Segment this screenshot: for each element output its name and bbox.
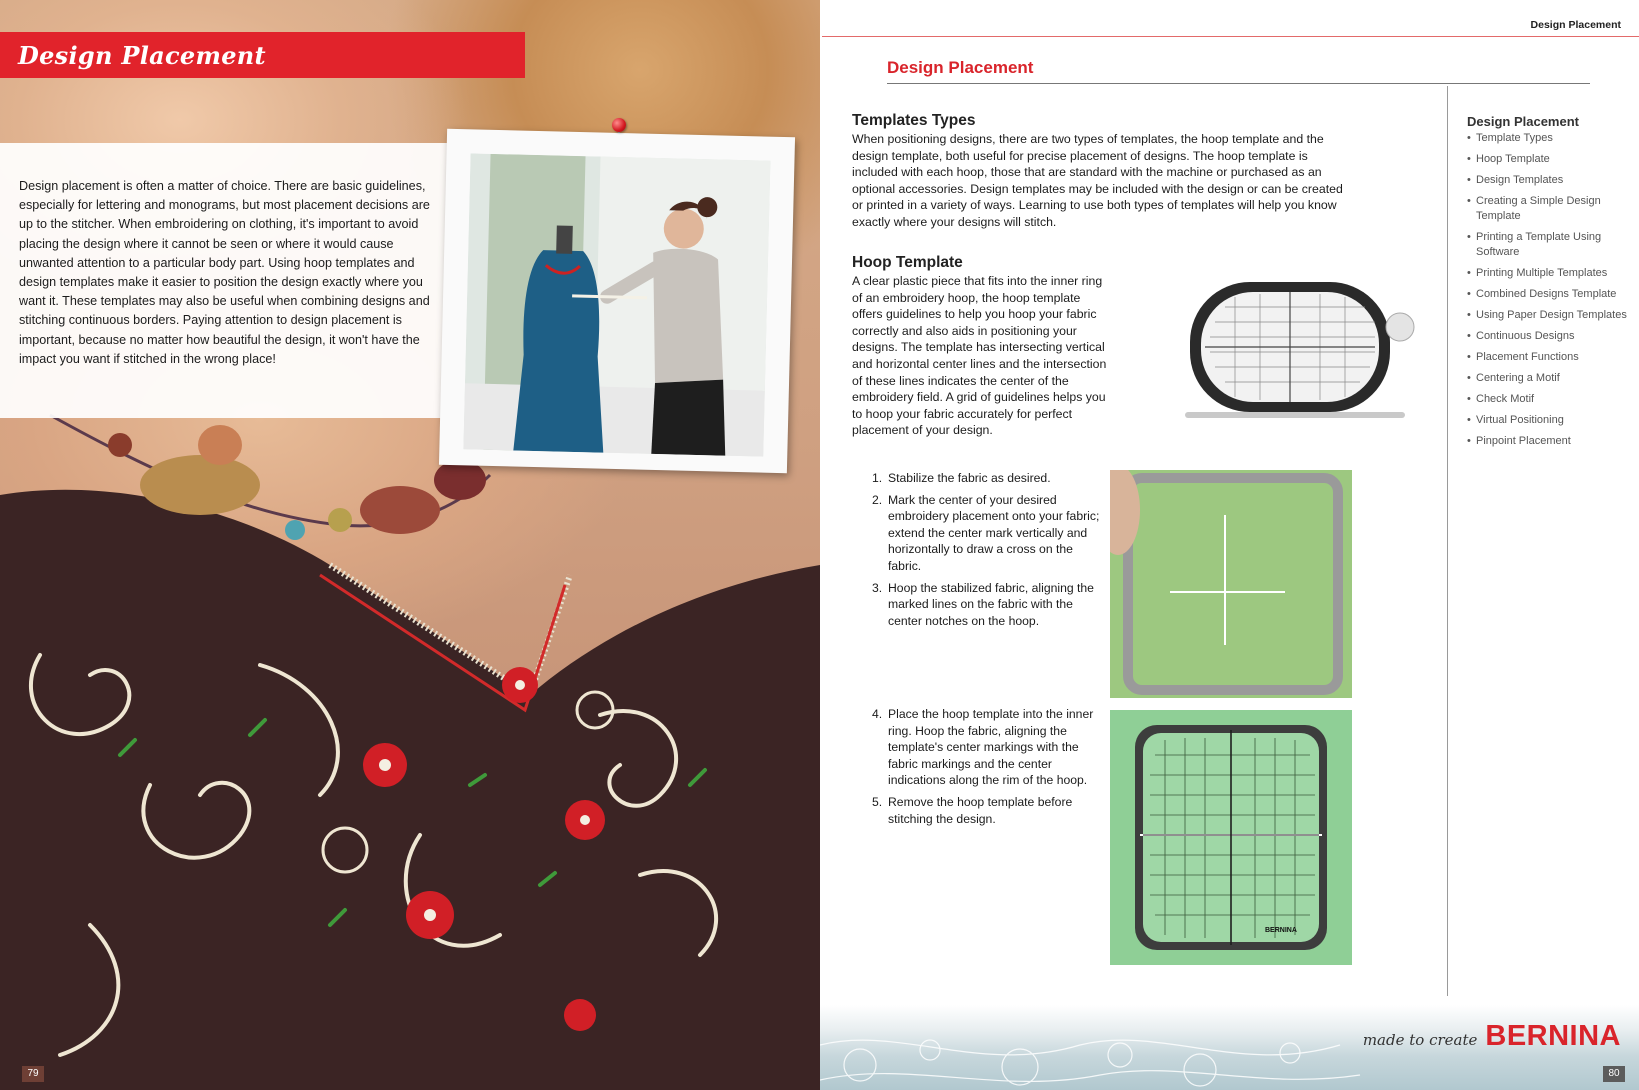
dress-form-measuring-photo <box>463 153 770 456</box>
bullet-icon: • <box>1467 414 1471 426</box>
toc-link[interactable] <box>1467 266 1627 281</box>
marked-fabric-hoop-photo <box>1110 470 1352 698</box>
toc-link[interactable] <box>1467 371 1627 386</box>
bullet-icon: • <box>1467 372 1471 384</box>
steps-list-second <box>872 706 1102 832</box>
brand-tagline: made to create <box>1362 1031 1478 1049</box>
bullet-icon: • <box>1467 393 1471 405</box>
hoop-with-template-photo <box>1110 710 1352 965</box>
templates-types-body: When positioning designs, there are two types of templates, the hoop template and the design template, both useful for precise placement of designs. The hoop template is included with each hoop, those that are standard with the machine or purchased as an optional accessories. Design templates may be included with the design or can be created or printed in a variety of ways. Learning to use both types of templates will help you know exactly where your designs will stitch. <box>852 132 1343 229</box>
step-text: Hoop the stabilized fabric, aligning the marked lines on the fabric with the center notches on the hoop. <box>888 580 1094 628</box>
step-item <box>872 580 1102 630</box>
toc-link[interactable] <box>1467 152 1627 167</box>
toc-link[interactable] <box>1467 329 1627 344</box>
hoop-template-heading: Hoop Template <box>852 254 963 271</box>
toc-link[interactable] <box>1467 392 1627 407</box>
bullet-icon: • <box>1467 309 1471 321</box>
bullet-icon: • <box>1467 435 1471 447</box>
intro-panel <box>0 143 458 418</box>
hoop-template-product-image <box>1165 262 1445 437</box>
toc-link-label: Pinpoint Placement <box>1476 435 1571 447</box>
polaroid-photo-frame <box>439 129 795 473</box>
toc-list <box>1467 131 1627 449</box>
page-number-right: 80 <box>1603 1066 1625 1082</box>
toc-link-label: Hoop Template <box>1476 153 1550 165</box>
toc-link-label: Combined Designs Template <box>1476 288 1617 300</box>
toc-link-label: Continuous Designs <box>1476 330 1575 342</box>
template-brand-mark: BERNINA <box>1265 927 1297 934</box>
right-page <box>820 0 1639 1090</box>
bullet-icon: • <box>1467 231 1471 243</box>
toc-link[interactable] <box>1467 173 1627 188</box>
page-title: Design Placement <box>18 40 266 70</box>
toc-link-label: Virtual Positioning <box>1476 414 1564 426</box>
toc-link[interactable] <box>1467 413 1627 428</box>
toc-link[interactable] <box>1467 194 1627 224</box>
toc-link-label: Design Templates <box>1476 174 1564 186</box>
page-number-left: 79 <box>22 1066 44 1082</box>
toc-link[interactable] <box>1467 287 1627 302</box>
bullet-icon: • <box>1467 174 1471 186</box>
running-head: Design Placement <box>1530 19 1621 31</box>
red-pushpin-icon <box>612 118 626 132</box>
step-number: 3. <box>872 580 883 595</box>
step-number: 5. <box>872 794 883 809</box>
bullet-icon: • <box>1467 153 1471 165</box>
step-number: 1. <box>872 471 883 485</box>
step-text: Stabilize the fabric as desired. <box>888 471 1051 485</box>
step-item <box>872 706 1102 789</box>
toc-link-label: Check Motif <box>1476 393 1535 405</box>
intro-text: Design placement is often a matter of choice. There are basic guidelines, especially for lettering and monograms, but most placement decisions are up to the stitcher. When embroidering on clothing, it's important to avoid placing the design where it cannot be seen or where it would cause unwanted attention to a particular body part. Using hoop templates and design templates make it easier to position the design exactly where you want it. These templates may also be useful when combining designs and stitching continuous borders. Paying attention to design placement is important, because no matter how beautiful the design, it won't have the impact you want if stitched in the wrong place! <box>19 179 430 366</box>
step-number: 4. <box>872 707 883 721</box>
bullet-icon: • <box>1467 195 1471 207</box>
toc-link-label: Printing a Template Using Software <box>1476 231 1602 258</box>
toc-link-label: Centering a Motif <box>1476 372 1560 384</box>
step-text: Remove the hoop template before stitching the design. <box>888 794 1073 826</box>
section-title: Design Placement <box>887 58 1034 77</box>
sidebar-divider <box>1447 86 1448 996</box>
bullet-icon: • <box>1467 330 1471 342</box>
bullet-icon: • <box>1467 351 1471 363</box>
bullet-icon: • <box>1467 132 1471 144</box>
toc-link[interactable] <box>1467 308 1627 323</box>
step-item <box>872 470 1102 487</box>
toc-link-label: Using Paper Design Templates <box>1476 309 1627 321</box>
bernina-logo: BERNINA <box>1485 1020 1621 1052</box>
toc-link-label: Placement Functions <box>1476 351 1579 363</box>
step-item <box>872 492 1102 575</box>
brand-signature <box>1363 1020 1621 1053</box>
toc-link[interactable] <box>1467 230 1627 260</box>
toc-link-label: Printing Multiple Templates <box>1476 267 1608 279</box>
header-rule <box>822 36 1639 37</box>
toc-link[interactable] <box>1467 131 1627 146</box>
hoop-template-body: A clear plastic piece that fits into the inner ring of an embroidery hoop, the hoop template offers guidelines to help you hoop your fabric correctly and also aids in positioning your designs. The template has intersecting vertical and horizontal center lines and the intersection of these lines indicates the center of the embroidery field. A grid of guidelines helps you to hoop your fabric accurately for perfect placement of your design. <box>852 274 1107 438</box>
step-number: 2. <box>872 492 883 507</box>
templates-types-heading: Templates Types <box>852 112 976 129</box>
toc-link[interactable] <box>1467 350 1627 365</box>
step-text: Place the hoop template into the inner ring. Hoop the fabric, aligning the template's center markings with the fabric markings and the center indications along the rim of the hoop. <box>888 707 1094 788</box>
steps-list-first <box>872 470 1102 634</box>
title-banner <box>0 32 525 78</box>
toc-link[interactable] <box>1467 434 1627 449</box>
toc-link-label: Template Types <box>1476 132 1553 144</box>
toc-sidebar <box>1467 114 1627 455</box>
section-title-rule <box>887 83 1590 84</box>
step-text: Mark the center of your desired embroidery placement onto your fabric; extend the center mark vertically and horizontally to draw a cross on the fabric. <box>888 492 1100 573</box>
step-item <box>872 794 1102 827</box>
bullet-icon: • <box>1467 288 1471 300</box>
toc-title: Design Placement <box>1467 114 1579 129</box>
toc-link-label: Creating a Simple Design Template <box>1476 195 1601 222</box>
bullet-icon: • <box>1467 267 1471 279</box>
